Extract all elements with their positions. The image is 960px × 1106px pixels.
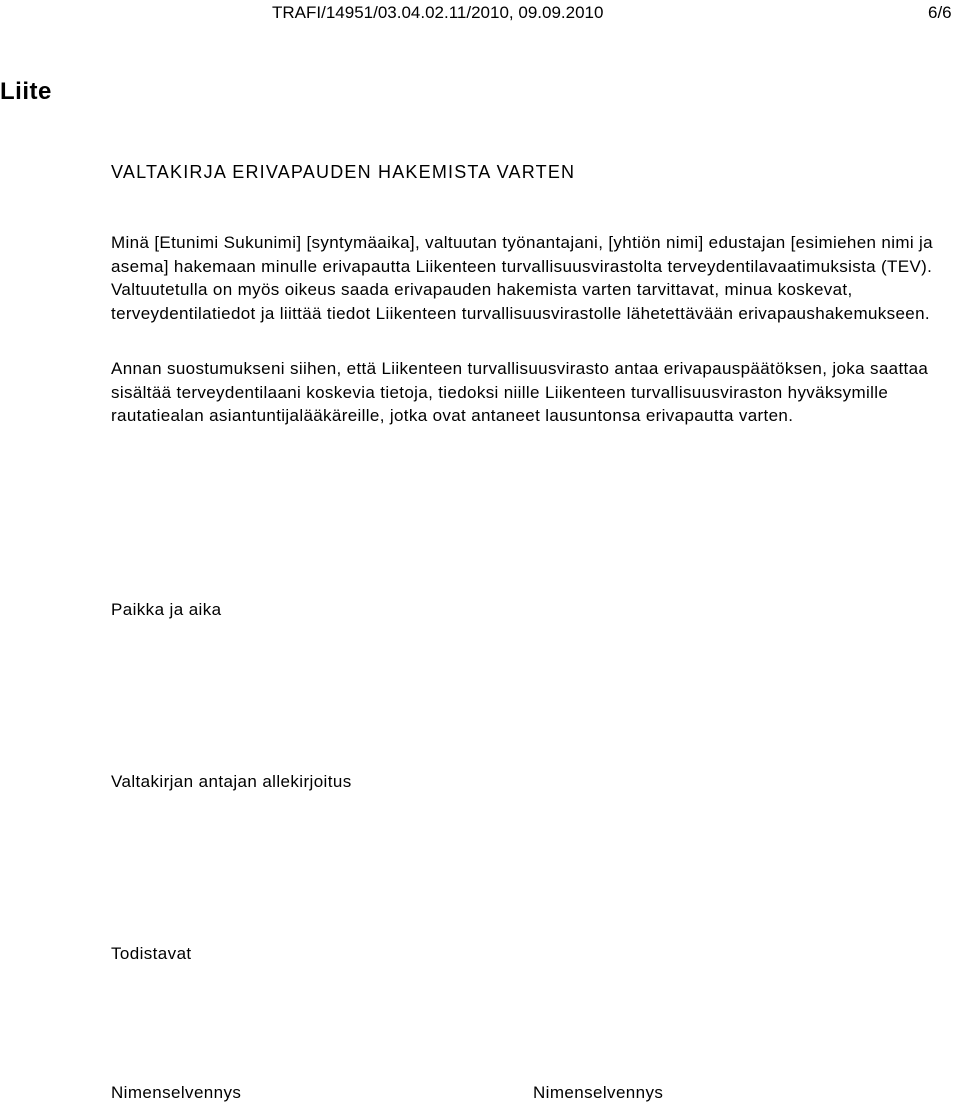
consent-paragraph: Annan suostumukseni siihen, että Liikenteen turvallisuusvirasto antaa erivapauspäätöksen, joka saattaa sisältää terveydentilaani koskevia tietoja, tiedoksi niille Liikenteen turvallisuusviraston hyväksymille rautatiealan asiantuntijalääkäreille, jotka ovat antaneet lausuntonsa erivapautta varten. bbox=[111, 359, 929, 425]
document-title: VALTAKIRJA ERIVAPAUDEN HAKEMISTA VARTEN bbox=[111, 162, 576, 182]
name-clarification-label-2: Nimenselvennys bbox=[533, 1083, 664, 1102]
authorization-paragraph: Minä [Etunimi Sukunimi] [syntymäaika], valtuutan työnantajani, [yhtiön nimi] edustajan [esimiehen nimi ja asema] hakemaan minulle erivapautta Liikenteen turvallisuusvirastolta terveydentilavaatimuksista (TEV). Valtuutetulla on myös oikeus saada erivapauden hakemista varten tarvittavat, minua koskevat, terveydentilatiedot ja liittää tiedot Liikenteen turvallisuusvirastolle lähetettävään erivapaushakemukseen. bbox=[111, 233, 933, 323]
name-clarification-label-1: Nimenselvennys bbox=[111, 1083, 242, 1102]
witnesses-label: Todistavat bbox=[111, 944, 192, 963]
place-and-date-label: Paikka ja aika bbox=[111, 600, 222, 619]
grantor-signature-label: Valtakirjan antajan allekirjoitus bbox=[111, 772, 352, 791]
page-number: 6/6 bbox=[928, 3, 952, 22]
document-reference: TRAFI/14951/03.04.02.11/2010, 09.09.2010 bbox=[272, 3, 604, 22]
section-title: Liite bbox=[0, 78, 52, 105]
